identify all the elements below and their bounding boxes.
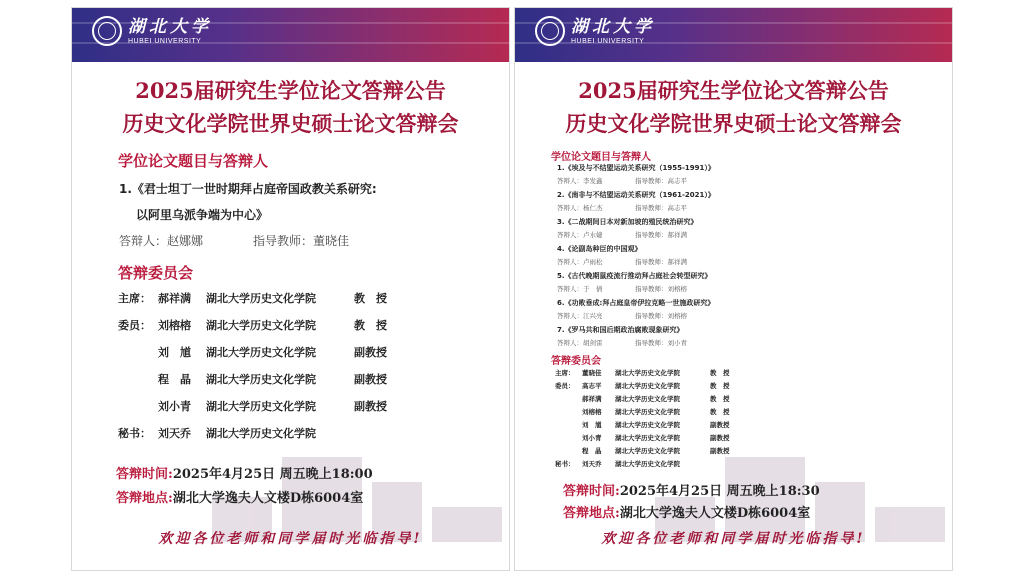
committee-name: 程 晶 (582, 447, 602, 455)
thesis-title: 2.《南非与不结盟运动关系研究（1961-2021）》 (557, 191, 715, 199)
defense-time (116, 463, 373, 482)
committee-unit: 湖北大学历史文化学院 (206, 373, 316, 386)
school-name-en: HUBEI UNIVERSITY (128, 37, 202, 45)
committee-name: 刘小青 (582, 434, 602, 442)
committee-title: 副教授 (354, 346, 387, 359)
committee-title: 教 授 (710, 395, 730, 403)
committee-role: 主席： (118, 292, 151, 305)
thesis-advisor: 指导教师：高志平 (635, 177, 687, 185)
thesis-title: 4.《论副岛种臣的中国观》 (557, 245, 642, 253)
welcome-footer: 欢迎各位老师和同学届时光临指导! (158, 531, 423, 547)
committee-title: 副教授 (354, 400, 387, 413)
defense-time-value: 2025年4月25日 周五晚上18:00 (172, 467, 373, 482)
committee-unit: 湖北大学历史文化学院 (615, 369, 680, 377)
thesis-title: 3.《二战期间日本对新加坡的殖民统治研究》 (557, 218, 698, 226)
defense-time (563, 480, 820, 499)
committee-title: 教 授 (354, 319, 387, 332)
committee-name: 刘榕榕 (582, 408, 602, 416)
announcement-subtitle: 历史文化学院世界史硕士论文答辩会 (565, 111, 902, 136)
committee-name: 刘小青 (158, 400, 191, 413)
thesis-title: 7.《罗马共和国后期政治腐败现象研究》 (557, 326, 684, 334)
university-logo (92, 16, 212, 46)
committee-title: 教 授 (710, 369, 730, 377)
committee-title: 副教授 (710, 447, 730, 455)
thesis-title-line2: 以阿里乌派争端为中心》 (136, 208, 269, 222)
school-name-en: HUBEI UNIVERSITY (571, 37, 645, 45)
committee-name: 程 晶 (158, 373, 191, 386)
announcement-title: 2025届研究生学位论文答辩公告 (135, 78, 446, 103)
committee-unit: 湖北大学历史文化学院 (615, 395, 680, 403)
thesis-advisor: 指导教师：刘榕榕 (635, 285, 687, 293)
university-logo (535, 16, 655, 46)
committee-title: 副教授 (354, 373, 387, 386)
announcement-subtitle: 历史文化学院世界史硕士论文答辩会 (122, 111, 459, 136)
committee-title: 副教授 (710, 421, 730, 429)
committee-unit: 湖北大学历史文化学院 (615, 421, 680, 429)
defender-name: 答辩人：赵娜娜 (119, 234, 204, 248)
thesis-defender: 答辩人：胡剑雷 (557, 339, 603, 347)
committee-unit: 湖北大学历史文化学院 (615, 434, 680, 442)
welcome-footer: 欢迎各位老师和同学届时光临指导! (601, 531, 866, 547)
defense-place-label: 答辩地点: (116, 491, 173, 506)
section-committee-heading: 答辩委员会 (118, 264, 194, 282)
committee-name: 刘天乔 (158, 427, 191, 440)
committee-name: 董晓佳 (582, 369, 602, 377)
thesis-advisor: 指导教师：刘小青 (635, 339, 687, 347)
committee-role: 委员： (118, 319, 151, 332)
thesis-advisor: 指导教师：高志平 (635, 204, 687, 212)
committee-name: 刘 馗 (158, 346, 191, 359)
committee-unit: 湖北大学历史文化学院 (615, 382, 680, 390)
committee-unit: 湖北大学历史文化学院 (206, 427, 316, 440)
thesis-title: 6.《功败垂成:拜占庭皇帝伊拉克略一世施政研究》 (557, 299, 715, 307)
committee-title: 教 授 (710, 408, 730, 416)
school-name-cn: 湖北大学 (128, 16, 212, 37)
section-committee-heading: 答辩委员会 (551, 356, 601, 367)
committee-name: 高志平 (582, 382, 602, 390)
defense-time-label: 答辩时间: (563, 484, 620, 499)
defense-place (563, 502, 810, 521)
committee-unit: 湖北大学历史文化学院 (615, 460, 680, 468)
committee-title: 副教授 (710, 434, 730, 442)
committee-unit: 湖北大学历史文化学院 (615, 408, 680, 416)
committee-name: 刘榕榕 (158, 319, 191, 332)
defense-place-label: 答辩地点: (563, 506, 620, 521)
thesis-title-line1: 1.《君士坦丁一世时期拜占庭帝国政教关系研究: (119, 182, 377, 196)
thesis-defender: 答辩人：卢水婕 (557, 231, 603, 239)
defense-place-value: 湖北大学逸夫人文楼D栋6004室 (172, 491, 364, 506)
university-seal-icon (535, 16, 565, 46)
thesis-defender: 答辩人：李发鑫 (557, 177, 603, 185)
thesis-advisor: 指导教师：郝祥满 (635, 231, 687, 239)
defense-place (116, 487, 363, 506)
committee-unit: 湖北大学历史文化学院 (206, 319, 316, 332)
committee-unit: 湖北大学历史文化学院 (206, 400, 316, 413)
poster-right (514, 7, 953, 571)
thesis-advisor: 指导教师：刘榕榕 (635, 312, 687, 320)
thesis-defender: 答辩人：杨仁杰 (557, 204, 603, 212)
section-thesis-heading: 学位论文题目与答辩人 (118, 152, 269, 170)
defense-time-value: 2025年4月25日 周五晚上18:30 (619, 484, 820, 499)
announcement-title: 2025届研究生学位论文答辩公告 (578, 78, 889, 103)
thesis-defender: 答辩人：卢雨松 (557, 258, 603, 266)
committee-role: 秘书： (555, 460, 575, 468)
committee-title: 教 授 (354, 292, 387, 305)
thesis-defender: 答辩人：江兴亮 (557, 312, 603, 320)
header-banner (72, 8, 509, 62)
committee-role: 秘书： (118, 427, 151, 440)
thesis-defender: 答辩人：于 倩 (557, 285, 603, 293)
committee-role: 主席： (555, 369, 575, 377)
defense-time-label: 答辩时间: (116, 467, 173, 482)
thesis-advisor: 指导教师：郝祥满 (635, 258, 687, 266)
committee-unit: 湖北大学历史文化学院 (206, 292, 316, 305)
section-thesis-heading: 学位论文题目与答辩人 (551, 152, 651, 163)
committee-unit: 湖北大学历史文化学院 (615, 447, 680, 455)
defense-place-value: 湖北大学逸夫人文楼D栋6004室 (619, 506, 811, 521)
school-name-cn: 湖北大学 (571, 16, 655, 37)
thesis-title: 5.《古代晚期鼠疫流行推动拜占庭社会转型研究》 (557, 272, 712, 280)
university-seal-icon (92, 16, 122, 46)
thesis-title: 1.《埃及与不结盟运动关系研究（1955-1991）》 (557, 164, 715, 172)
committee-name: 郝祥满 (582, 395, 602, 403)
poster-left (71, 7, 510, 571)
committee-name: 刘 馗 (582, 421, 602, 429)
committee-role: 委员： (555, 382, 575, 390)
committee-title: 教 授 (710, 382, 730, 390)
committee-name: 刘天乔 (582, 460, 602, 468)
committee-unit: 湖北大学历史文化学院 (206, 346, 316, 359)
committee-name: 郝祥满 (158, 292, 191, 305)
header-banner (515, 8, 952, 62)
advisor-name: 指导教师：董晓佳 (253, 234, 350, 248)
